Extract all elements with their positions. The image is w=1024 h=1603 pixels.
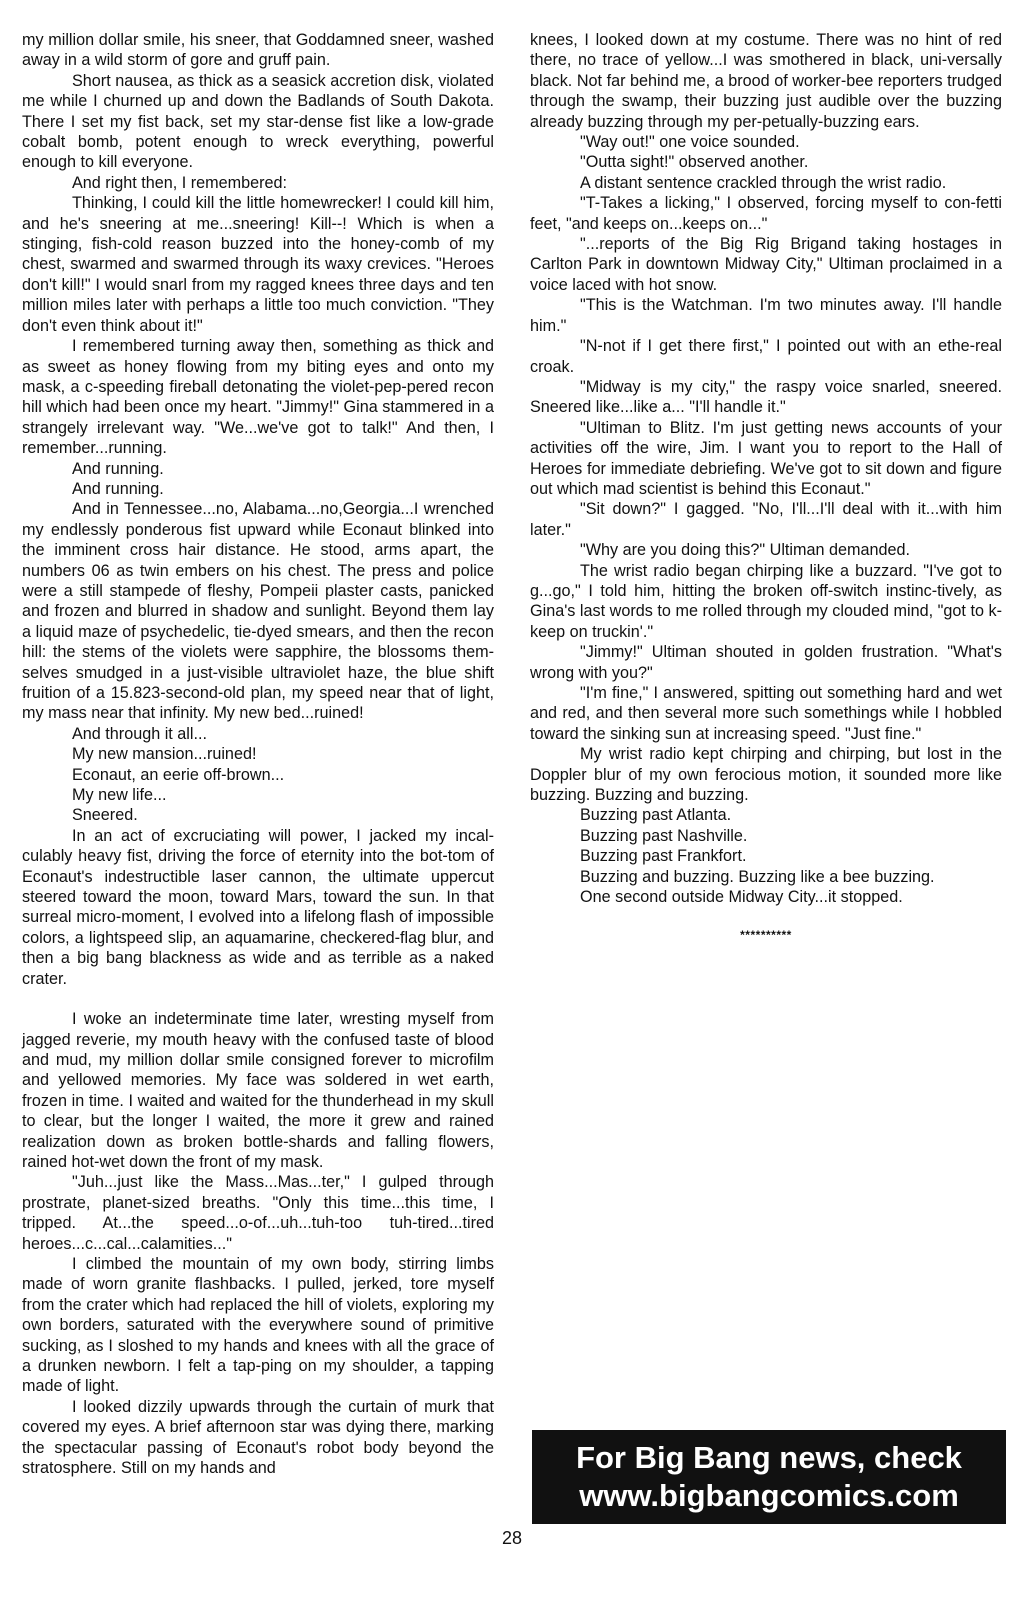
story-paragraph: In an act of excruciating will power, I jacked my incal-culably heavy fist, driving the force of eternity into the bot-tom of Econaut's indestructible laser cannon, the ultimate uppercut steered toward the moon, toward Mars, toward the sun. In that surreal micro-moment, I evolved into a lifelong flash of impossible colors, a lightspeed slip, an aquamarine, checkered-flag blur, and then a big bang blackness as wide and as terrible as a naked crater. [22,826,494,988]
story-paragraph: "T-Takes a licking," I observed, forcing myself to con-fetti feet, "and keeps on...keeps on..." [530,194,1002,233]
story-paragraph: "Jimmy!" Ultiman shouted in golden frustration. "What's wrong with you?" [530,643,1002,682]
story-paragraph: I climbed the mountain of my own body, stirring limbs made of worn granite flashbacks. I pulled, jerked, tore myself from the crater which had replaced the hill of violets, exploring my own borders, saturated with the everywhere sound of primitive sucking, as I sloshed to my hands and knees with all the grace of a drunken newborn. I felt a tap-ping on my shoulder, a tapping made of light. [22,1254,494,1396]
page-number: 28 [501,1528,523,1548]
story-paragraph: Buzzing past Frankfort. [580,847,747,866]
right-text-column [530,30,1002,946]
story-paragraph: My wrist radio kept chirping and chirping, but lost in the Doppler blur of my own ferocious motion, it sounded more like buzzing. Buzzing and buzzing. [530,745,1002,805]
story-paragraph: One second outside Midway City...it stopped. [580,888,903,907]
story-paragraph: My new life... [72,786,167,805]
story-paragraph: The wrist radio began chirping like a buzzard. "I've got to g...go," I told him, hitting the broken off-switch instinc-tively, as Gina's last words to me rolled through my clouded mind, "got to k-keep on truckin'." [530,561,1002,641]
story-paragraph: And through it all... [72,724,207,743]
story-paragraph: my million dollar smile, his sneer, that Goddamned sneer, washed away in a wild storm of gore and gruff pain. [22,31,494,70]
story-paragraph: "Sit down?" I gagged. "No, I'll...I'll deal with it...with him later." [530,500,1002,539]
story-paragraph: "Midway is my city," the raspy voice snarled, sneered. Sneered like...like a... "I'll handle it." [530,377,1002,417]
story-paragraph: Buzzing past Atlanta. [580,806,732,825]
story-paragraph: Econaut, an eerie off-brown... [72,765,285,784]
story-paragraph: "Way out!" one voice sounded. [580,133,800,152]
story-paragraph: And running. [72,479,164,498]
story-paragraph: Buzzing and buzzing. Buzzing like a bee buzzing. [580,867,935,886]
story-paragraph: "Ultiman to Blitz. I'm just getting news accounts of your activities off the wire, Jim. I want you to report to the Hall of Heroes for immediate debriefing. We've got to sit down and figure out which mad scientist is behind this Econaut." [530,418,1002,498]
story-paragraph: "I'm fine," I answered, spitting out something hard and wet and red, and then several more such somethings while I hobbled toward the sinking sun at increasing speed. "Just fine." [530,684,1002,743]
story-paragraph: A distant sentence crackled through the wrist radio. [580,173,947,192]
story-paragraph: "Why are you doing this?" Ultiman demanded. [580,541,911,560]
story-paragraph: Short nausea, as thick as a seasick accretion disk, violated me while I churned up and down the Badlands of South Dakota. There I set my fist back, set my star-dense fist like a low-grade cobalt bomb, potent enough to wreck everything, powerful enough to kill everyone. [22,71,494,172]
story-paragraph: "N-not if I get there first," I pointed out with an ethe-real croak. [530,337,1002,376]
story-paragraph: "...reports of the Big Rig Brigand taking hostages in Carlton Park in downtown Midway City," Ultiman proclaimed in a voice laced with hot snow. [530,235,1002,294]
website-ad-box[interactable] [532,1430,1006,1524]
story-paragraph: Thinking, I could kill the little homewrecker! I could kill him, and he's sneering at me...sneering! Kill--! Which is when a stinging, fish-cold reason buzzed into the honey-comb of my chest, swarmed and swarmed through its waxy crevices. "Heroes don't kill!" I would snarl from my ragged knees three days and ten million miles later with perhaps a little too much conviction. "They don't even think about it!" [22,194,494,335]
story-paragraph: "This is the Watchman. I'm two minutes away. I'll handle him." [530,296,1002,335]
left-text-column [22,30,494,1478]
story-paragraph: I looked dizzily upwards through the curtain of murk that covered my eyes. A brief afternoon star was dying there, marking the spectacular passing of Econaut's robot body beyond the stratosphere. Still on my hands and [22,1397,494,1478]
ad-line-1: For Big Bang news, check [576,1440,962,1475]
story-paragraph: Sneered. [72,806,138,825]
story-paragraph: And right then, I remembered: [72,173,288,192]
story-paragraph: "Outta sight!" observed another. [580,153,809,172]
story-paragraph: I remembered turning away then, something as thick and as sweet as honey flowing from my biting eyes and onto my mask, a c-speeding fireball detonating the violet-pep-pered recon hill which had been once my heart. "Jimmy!" Gina stammered in a strangely irrelevant way. "We...we've got to talk!" And then, I remember...running. [22,337,494,458]
story-paragraph: "Juh...just like the Mass...Mas...ter," I gulped through prostrate, planet-sized breaths. "Only this time...this time, I tripped. At...the speed...o-of...uh...tuh-too tuh-tired...tired heroes...c...cal...calamities..." [22,1173,494,1253]
ad-website-link[interactable]: www.bigbangcomics.com [579,1478,959,1513]
story-paragraph: I woke an indeterminate time later, wresting myself from jagged reverie, my mouth heavy with the confused taste of blood and mud, my million dollar smile consigned forever to microfilm and yellowed memories. My face was soldered in wet earth, frozen in time. I waited and waited for the thunderhead in my skull to clear, but the longer I waited, the more it grew and rained realization down as broken bottle-shards and falling flowers, rained hot-wet down the front of my mask. [22,1010,494,1171]
section-separator: ********** [740,928,792,943]
story-paragraph: And running. [72,459,164,478]
story-paragraph: knees, I looked down at my costume. There was no hint of red there, no trace of yellow...I was smothered in black, uni-versally black. Not far behind me, a brood of worker-bee reporters trudged through the swamp, their buzzing just audible over the buzzing already buzzing through my per-petually-buzzing ears. [530,31,1002,131]
story-paragraph: And in Tennessee...no, Alabama...no,Georgia...I wrenched my endlessly ponderous fist upward while Econaut blinked into the imminent cross hair distance. He stood, arms apart, the numbers 06 as twin embers on his chest. The press and police were a still stampede of fleshy, Pompeii plaster casts, panicked and frozen and blurred in shadow and sunlight. Beyond them lay a liquid maze of psychedelic, tie-dyed smears, and then the recon hill: the stems of the violets were sapphire, the blossoms them-selves smudged in a just-visible ultraviolet haze, the blue shift fruition of a 15.823-second-old plan, my speed near that of light, my mass near that infinity. My new bed...ruined! [22,500,494,723]
story-paragraph: Buzzing past Nashville. [580,826,748,845]
story-paragraph: My new mansion...ruined! [72,745,257,764]
